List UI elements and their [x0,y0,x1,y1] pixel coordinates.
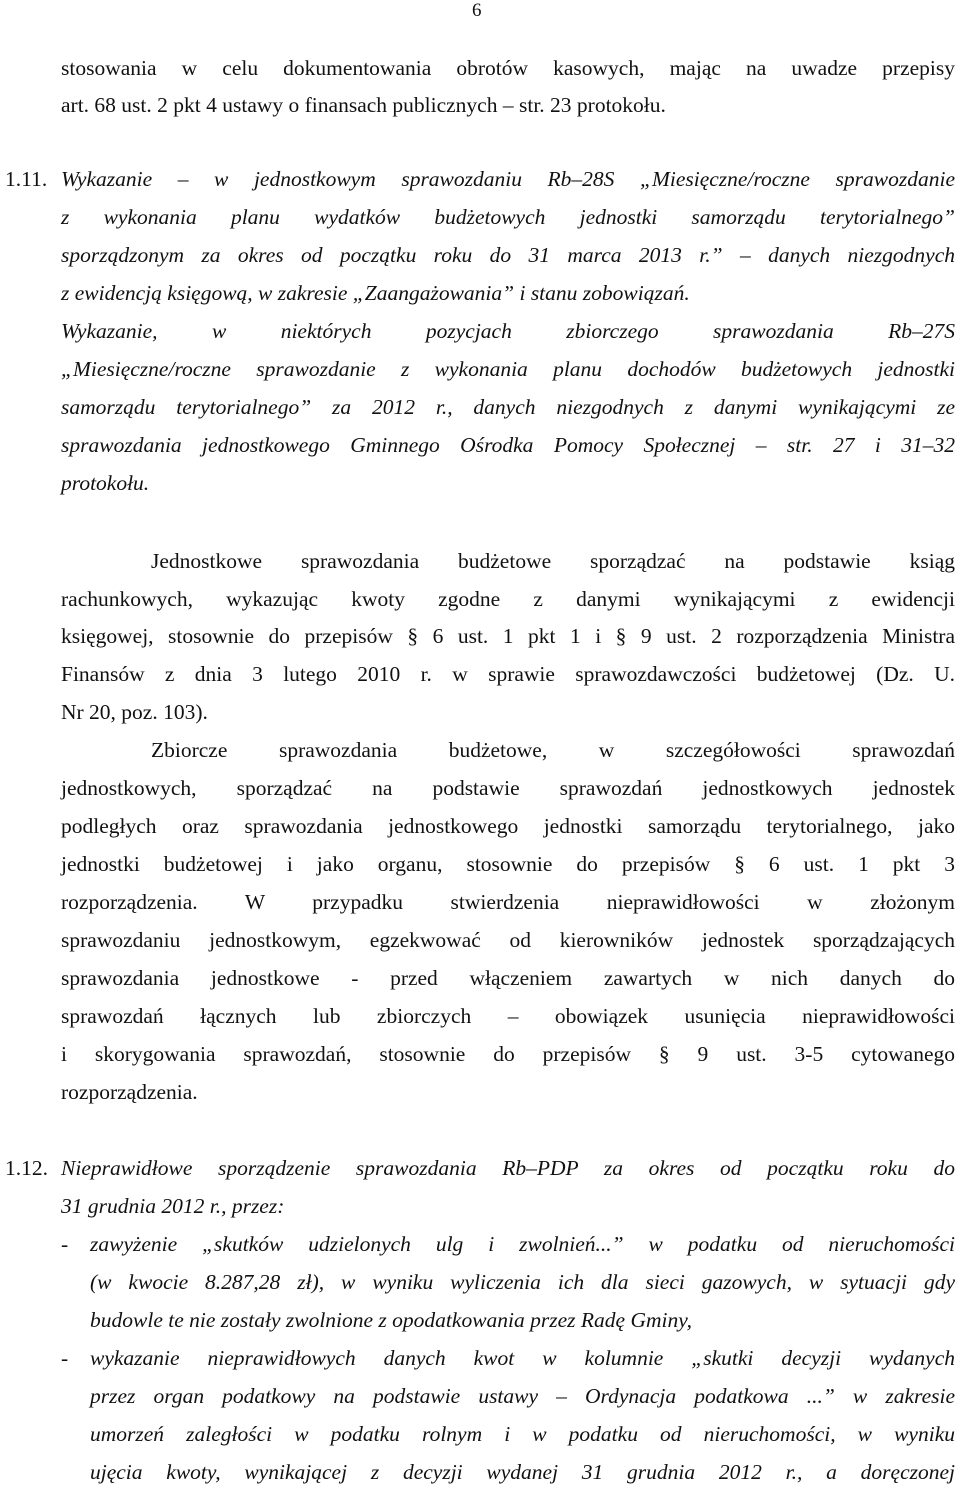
text-line: samorządu terytorialnego” za 2012 r., danych niezgodnych z danymi wynikającymi ze [61,395,955,419]
text-line: z wykonania planu wydatków budżetowych jednostki samorządu terytorialnego” [61,205,955,229]
text-line: zawyżenie „skutków udzielonych ulg i zwolnień...” w podatku od nieruchomości [90,1232,955,1256]
section-number: 1.11. [5,167,48,191]
text-line: (w kwocie 8.287,28 zł), w wyniku wyliczenia ich dla sieci gazowych, w sytuacji gdy [90,1270,955,1294]
text-line: 31 grudnia 2012 r., przez: [61,1194,285,1218]
text-line: art. 68 ust. 2 pkt 4 ustawy o finansach publicznych – str. 23 protokołu. [61,93,666,117]
text-line: Wykazanie – w jednostkowym sprawozdaniu Rb–28S „Miesięczne/roczne sprawozdanie [61,167,955,191]
text-line: jednostkowych, sporządzać na podstawie sprawozdań jednostkowych jednostek [61,776,955,800]
list-dash: - [61,1346,69,1370]
text-line: sprawozdań łącznych lub zbiorczych – obowiązek usunięcia nieprawidłowości [61,1004,955,1028]
text-line: Nieprawidłowe sporządzenie sprawozdania Rb–PDP za okres od początku roku do [61,1156,955,1180]
page-number: 6 [472,0,482,21]
text-line: księgowej, stosownie do przepisów § 6 ust. 1 pkt 1 i § 9 ust. 2 rozporządzenia Ministra [61,624,955,648]
text-line: ujęcia kwoty, wynikającej z decyzji wydanej 31 grudnia 2012 r., a doręczonej [90,1460,955,1484]
text-line: podległych oraz sprawozdania jednostkowego jednostki samorządu terytorialnego, jako [61,814,955,838]
text-line: protokołu. [61,471,150,495]
text-line: sprawozdaniu jednostkowym, egzekwować od kierowników jednostek sporządzających [61,928,955,952]
list-dash: - [61,1232,69,1256]
text-line: sprawozdania jednostkowego Gminnego Ośrodka Pomocy Społecznej – str. 27 i 31–32 [61,433,955,457]
text-line: sporządzonym za okres od początku roku do 31 marca 2013 r.” – danych niezgodnych [61,243,955,267]
text-line: „Miesięczne/roczne sprawozdanie z wykonania planu dochodów budżetowych jednostki [61,357,955,381]
text-line: budowle te nie zostały zwolnione z opodatkowania przez Radę Gminy, [90,1308,692,1332]
text-line: Jednostkowe sprawozdania budżetowe sporządzać na podstawie ksiąg [151,549,955,573]
text-line: rozporządzenia. W przypadku stwierdzenia nieprawidłowości w złożonym [61,890,955,914]
text-line: rozporządzenia. [61,1080,198,1104]
text-line: z ewidencją księgową, w zakresie „Zaangażowania” i stanu zobowiązań. [61,281,690,305]
text-line: wykazanie nieprawidłowych danych kwot w kolumnie „skutki decyzji wydanych [90,1346,955,1370]
text-line: Nr 20, poz. 103). [61,700,208,724]
text-line: umorzeń zaległości w podatku rolnym i w podatku od nieruchomości, w wyniku [90,1422,955,1446]
text-line: rachunkowych, wykazując kwoty zgodne z danymi wynikającymi z ewidencji [61,587,955,611]
text-line: sprawozdania jednostkowe - przed włączeniem zawartych w nich danych do [61,966,955,990]
text-line: Finansów z dnia 3 lutego 2010 r. w sprawie sprawozdawczości budżetowej (Dz. U. [61,662,955,686]
text-line: Zbiorcze sprawozdania budżetowe, w szczegółowości sprawozdań [151,738,955,762]
text-line: przez organ podatkowy na podstawie ustawy – Ordynacja podatkowa ...” w zakresie [90,1384,955,1408]
text-line: i skorygowania sprawozdań, stosownie do przepisów § 9 ust. 3-5 cytowanego [61,1042,955,1066]
section-number: 1.12. [5,1156,48,1180]
text-line: Wykazanie, w niektórych pozycjach zbiorczego sprawozdania Rb–27S [61,319,955,343]
text-line: stosowania w celu dokumentowania obrotów kasowych, mając na uwadze przepisy [61,56,955,80]
text-line: jednostki budżetowej i jako organu, stosownie do przepisów § 6 ust. 1 pkt 3 [61,852,955,876]
